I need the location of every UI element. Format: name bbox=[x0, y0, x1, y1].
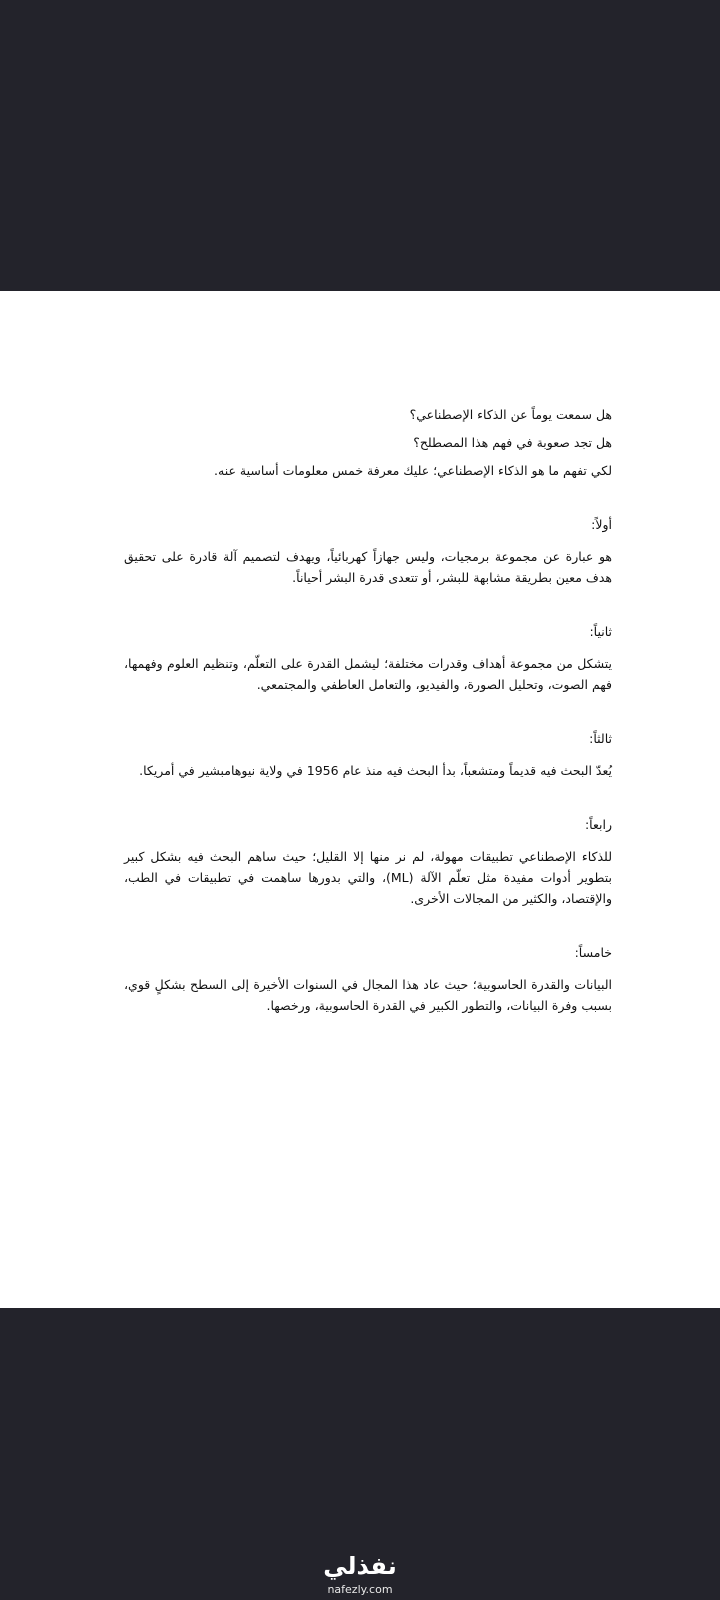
section-heading: رابعاً: bbox=[584, 817, 612, 832]
watermark-url: nafezly.com bbox=[327, 1583, 393, 1596]
section-body: يُعدّ البحث فيه قديماً ومتشعباً، بدأ البحث فيه منذ عام 1956 في ولاية نيوهامبشير في أمريكا. bbox=[139, 763, 612, 778]
top-dark-band bbox=[0, 0, 720, 291]
section-heading: ثانياً: bbox=[589, 624, 612, 639]
watermark-logo-text: نفذلي bbox=[323, 1552, 397, 1580]
section-heading: ثالثاً: bbox=[589, 731, 612, 746]
section-body: للذكاء الإصطناعي تطبيقات مهولة، لم نر منها إلا القليل؛ حيث ساهم البحث فيه بشكل كبير بتطوير أدوات مفيدة مثل تعلّم الآلة (ML)، والتي بدورها ساهمت في تطبيقات في الطب، والإقتصاد، والكثير من المجالات الأخرى. bbox=[124, 849, 612, 906]
section-body: يتشكل من مجموعة أهداف وقدرات مختلفة؛ ليشمل القدرة على التعلّم، وتنظيم العلوم وفهمها، فهم الصوت، وتحليل الصورة، والفيديو، والتعامل العاطفي والمجتمعي. bbox=[124, 656, 612, 692]
section-body: البيانات والقدرة الحاسوبية؛ حيث عاد هذا المجال في السنوات الأخيرة إلى السطح بشكلٍ قوي، بسبب وفرة البيانات، والتطور الكبير في القدرة الحاسوبية، ورخصها. bbox=[124, 977, 612, 1013]
section-fourth bbox=[124, 814, 612, 909]
section-body: هو عبارة عن مجموعة برمجيات، وليس جهازاً كهربائياً، ويهدف لتصميم آلة قادرة على تحقيق هدف معين بطريقة مشابهة للبشر، أو تتعدى قدرة البشر أحياناً. bbox=[124, 549, 612, 585]
section-fifth bbox=[124, 942, 612, 1016]
section-second bbox=[124, 621, 612, 695]
document-page bbox=[0, 291, 720, 1308]
intro-block bbox=[124, 404, 612, 481]
intro-line: لكي تفهم ما هو الذكاء الإصطناعي؛ عليك معرفة خمس معلومات أساسية عنه. bbox=[214, 463, 612, 478]
document-content bbox=[124, 404, 612, 1016]
intro-line: هل تجد صعوبة في فهم هذا المصطلح؟ bbox=[413, 435, 612, 450]
section-third bbox=[124, 728, 612, 781]
intro-line: هل سمعت يوماً عن الذكاء الإصطناعي؟ bbox=[409, 407, 612, 422]
section-heading: خامساً: bbox=[574, 945, 612, 960]
section-first bbox=[124, 514, 612, 588]
section-heading: أولاً: bbox=[591, 517, 612, 532]
